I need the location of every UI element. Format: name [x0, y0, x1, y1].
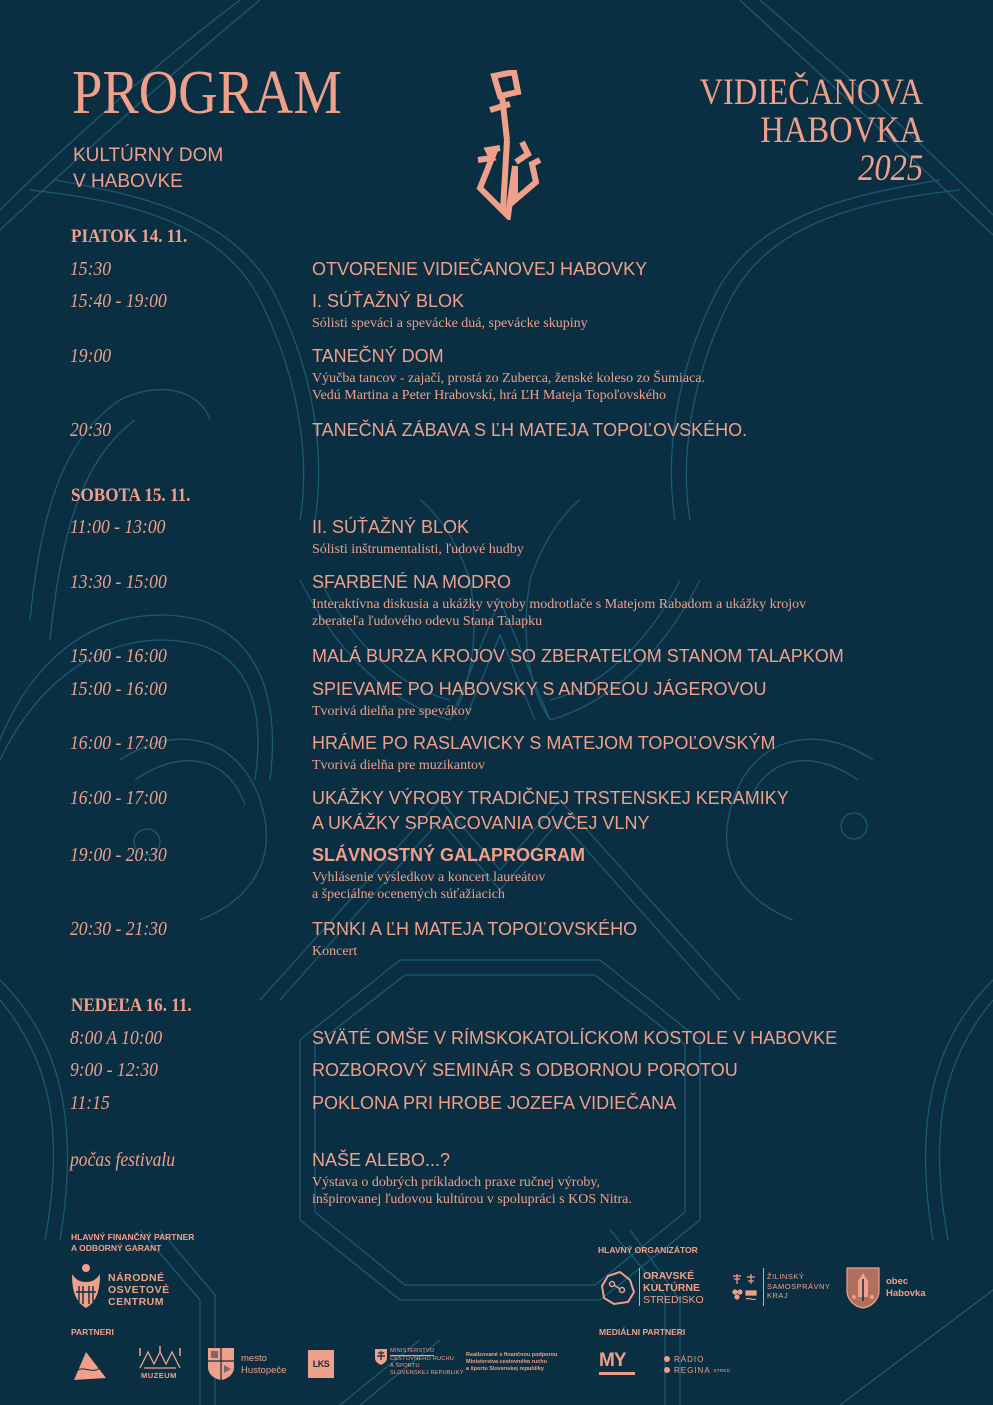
day-heading: NEDEĽA 16. 11. [71, 995, 192, 1016]
narodne-osvetove-centrum-logo-icon [70, 1262, 102, 1310]
muzeum-logo-icon [138, 1346, 182, 1372]
habovka-line-2: Habovka [886, 1287, 926, 1299]
event-time: 11:00 - 13:00 [70, 516, 166, 538]
organizer-label: HLAVNÝ ORGANIZÁTOR [598, 1245, 698, 1255]
event-time: 16:00 - 17:00 [70, 787, 167, 809]
event-title: UKÁŽKY VÝROBY TRADIČNEJ TRSTENSKEJ KERAMIKY [312, 788, 789, 808]
ministry-line-2: CESTOVNÉHO RUCHU [390, 1356, 455, 1362]
event [312, 1092, 676, 1114]
radio-line-2: REGINA [674, 1366, 711, 1375]
event [312, 1027, 837, 1049]
event-description: Výučba tancov - zajačí, prostá zo Zuberca, ženské koleso zo Šumiaca. [312, 371, 705, 386]
hustopece-line-1: mesto [241, 1353, 267, 1364]
event-title: TANEČNÝ DOM [312, 346, 444, 366]
hustopece-line-2: Hustopeče [241, 1364, 287, 1376]
slovak-coat-of-arms-icon [375, 1349, 387, 1365]
venue-line-1: KULTÚRNY DOM [73, 145, 224, 166]
event-description: Vedú Martina a Peter Hrabovskí, hrá ĽH Mateja Topoľovského [312, 388, 666, 403]
regina-dot-icon [664, 1367, 670, 1373]
noc-line-1: NÁRODNÉ [108, 1272, 165, 1284]
day-heading: SOBOTA 15. 11. [71, 485, 191, 506]
oks-line-3: STREDISKO [643, 1294, 704, 1306]
event-time: 8:00 A 10:00 [70, 1027, 163, 1049]
noc-line-3: CENTRUM [108, 1296, 164, 1308]
media-partners-label: MEDIÁLNI PARTNERI [599, 1327, 686, 1337]
event-description: Interaktívna diskusia a ukážky výroby modrotlače s Matejom Rabadom a ukážky krojov [312, 597, 807, 612]
venue [73, 143, 223, 195]
event-time: 20:30 - 21:30 [70, 918, 167, 940]
oravske-kulturne-stredisko-text [643, 1270, 704, 1306]
festival-line-1: VIDIEČANOVA [699, 72, 923, 113]
event-title: SLÁVNOSTNÝ GALAPROGRAM [312, 845, 586, 865]
event-title: I. SÚŤAŽNÝ BLOK [312, 291, 465, 311]
event-title: TANEČNÁ ZÁBAVA S ĽH MATEJA TOPOĽOVSKÉHO. [312, 420, 748, 440]
zilinsky-kraj-logo-icon [730, 1272, 760, 1302]
ministry-line-3: A ŠPORTU [390, 1363, 420, 1369]
event-title: II. SÚŤAŽNÝ BLOK [312, 517, 470, 537]
event [312, 678, 766, 720]
event-description: Sólisti inštrumentalisti, ľudové hudby [312, 542, 524, 557]
narodne-osvetove-centrum-text [108, 1272, 170, 1308]
event [312, 290, 588, 332]
event-description: a špeciálne ocenených súťažiacich [312, 887, 505, 902]
support-line-2: Ministerstva cestovného ruchu [466, 1359, 547, 1365]
festival-year: 2025 [857, 148, 923, 189]
event [312, 258, 647, 280]
event [312, 645, 844, 667]
zsk-line-1: ŽILINSKÝ [767, 1272, 805, 1281]
event-time: 19:00 [70, 345, 112, 367]
ministry-line-4: SLOVENSKEJ REPUBLIKY [390, 1370, 464, 1376]
event-description: Koncert [312, 944, 358, 959]
event-title: TRNKI A ĽH MATEJA TOPOĽOVSKÉHO [312, 919, 638, 939]
habovka-coat-of-arms-icon [846, 1267, 880, 1309]
hustopece-text [241, 1353, 286, 1376]
event [312, 1149, 632, 1208]
habovka-text [886, 1276, 926, 1299]
lks-letters: LKS [312, 1359, 330, 1369]
event-title: SFARBENÉ NA MODRO [312, 572, 512, 592]
radio-regina-text [674, 1354, 730, 1376]
noc-line-2: OSVETOVÉ [108, 1284, 170, 1296]
main-partner-label-line-2: A ODBORNÝ GARANT [71, 1243, 162, 1253]
radio-line-1: RÁDIO [674, 1355, 705, 1364]
event-title: NAŠE ALEBO...? [312, 1150, 451, 1170]
event [312, 918, 637, 960]
mountain-partner-logo-icon [72, 1350, 108, 1382]
my-logo-underline [599, 1372, 635, 1375]
event-time: 19:00 - 20:30 [70, 844, 167, 866]
ministry-text [390, 1348, 464, 1377]
event-time: počas festivalu [70, 1149, 176, 1171]
support-line-3: a športu Slovenskej republiky [466, 1366, 544, 1372]
event-title: SPIEVAME PO HABOVSKY S ANDREOU JÁGEROVOU [312, 679, 767, 699]
zsk-line-3: KRAJ [767, 1291, 789, 1300]
event [312, 571, 806, 630]
event [312, 345, 705, 404]
venue-line-2: V HABOVKE [73, 171, 183, 192]
event-description: inšpirovanej ľudovou kultúrou v spolupráci s KOS Nitra. [312, 1192, 632, 1207]
zilinsky-kraj-text [767, 1272, 830, 1301]
event-description: Tvorivá dielňa pre spevákov [312, 704, 472, 719]
event-title: SVÄTÉ OMŠE V RÍMSKOKATOLÍCKOM KOSTOLE V HABOVKE [312, 1028, 838, 1048]
habovka-line-1: obec [886, 1276, 909, 1287]
event [312, 516, 524, 558]
event-time: 9:00 - 12:30 [70, 1059, 158, 1081]
page-title: PROGRAM [72, 59, 342, 127]
event-title: OTVORENIE VIDIEČANOVEJ HABOVKY [312, 259, 648, 279]
event-time: 15:40 - 19:00 [70, 290, 167, 312]
festival-line-2: HABOVKA [760, 110, 923, 151]
event [312, 419, 747, 441]
day-heading: PIATOK 14. 11. [71, 226, 188, 247]
festival-name [699, 74, 923, 188]
event-description: zberateľa ľudového odevu Stana Talapku [312, 614, 543, 629]
event-description: Sólisti speváci a spevácke duá, spevácke skupiny [312, 316, 588, 331]
event-title-line-2: A UKÁŽKY SPRACOVANIA OVČEJ VLNY [312, 813, 650, 833]
partners-label: PARTNERI [71, 1327, 114, 1337]
my-logo: MY [599, 1350, 626, 1371]
main-partner-label [71, 1232, 194, 1254]
event-description: Výstava o dobrých príkladoch praxe ručnej výroby, [312, 1175, 600, 1190]
radio-dot-icon [664, 1356, 670, 1362]
support-text [466, 1352, 557, 1373]
ministry-line-1: MINISTERSTVO [390, 1348, 435, 1354]
oks-line-2: KULTÚRNE [643, 1282, 700, 1294]
hustopece-coat-of-arms-icon [207, 1347, 235, 1381]
event [312, 1059, 738, 1081]
event-title: MALÁ BURZA KROJOV SO ZBERATEĽOM STANOM TALAPKOM [312, 646, 844, 666]
event [312, 844, 585, 903]
oks-divider [639, 1268, 640, 1306]
radio-suffix: STRED [713, 1368, 731, 1373]
event-time: 20:30 [70, 419, 112, 441]
zsk-divider [763, 1268, 764, 1306]
event [312, 787, 789, 834]
event-description: Tvorivá dielňa pre muzikantov [312, 758, 485, 773]
muzeum-text: MUZEUM [141, 1371, 177, 1380]
event-time: 15:30 [70, 258, 112, 280]
zsk-line-2: SAMOSPRÁVNY [767, 1281, 831, 1291]
oks-line-1: ORAVSKÉ [643, 1270, 695, 1282]
event [312, 732, 775, 774]
folk-instrument-logo-icon [470, 70, 545, 220]
event-time: 13:30 - 15:00 [70, 571, 167, 593]
event-title: HRÁME PO RASLAVICKY S MATEJOM TOPOĽOVSKÝM [312, 733, 776, 753]
event-title: ROZBOROVÝ SEMINÁR S ODBORNOU POROTOU [312, 1060, 738, 1080]
oravske-kulturne-stredisko-logo-icon [600, 1270, 636, 1306]
event-time: 15:00 - 16:00 [70, 645, 167, 667]
event-time: 16:00 - 17:00 [70, 732, 167, 754]
event-time: 11:15 [70, 1092, 110, 1114]
lks-logo-icon [308, 1350, 334, 1378]
event-description: Vyhlásenie výsledkov a koncert laureátov [312, 870, 546, 885]
main-partner-label-line-1: HLAVNÝ FINANČNÝ PARTNER [71, 1232, 195, 1242]
event-time: 15:00 - 16:00 [70, 678, 167, 700]
support-line-1: Realizované s finančnou podporou [466, 1352, 558, 1358]
event-title: POKLONA PRI HROBE JOZEFA VIDIEČANA [312, 1093, 677, 1113]
